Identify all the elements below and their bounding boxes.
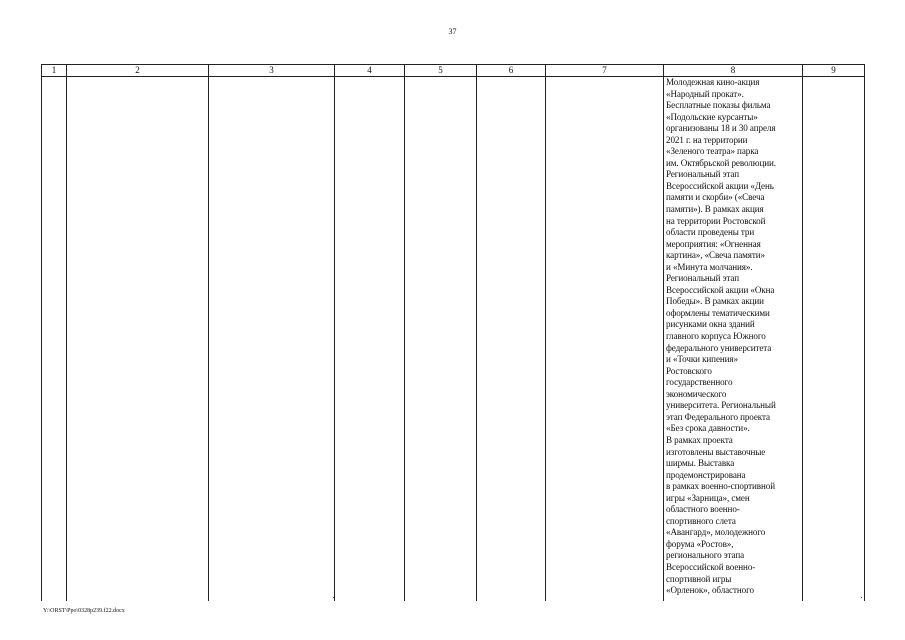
table-row (42, 77, 865, 602)
description-line: и «Минута молчания». (666, 261, 753, 272)
description-line: и «Точки кипения» (666, 354, 738, 365)
page-number: 37 (448, 27, 457, 36)
description-line: Всероссийской акции «Окна (666, 284, 775, 295)
description-line: Всероссийской военно- (666, 561, 756, 572)
description-line: изготовлены выставочные (666, 446, 766, 457)
description-line: федерального университета (666, 342, 772, 353)
footer-file-path: Y:\ORST\Ppo\0328p239.f22.docx (43, 608, 125, 614)
description-line: памяти»). В рамках акция (666, 204, 764, 215)
description-line: спортивного слета (666, 515, 736, 526)
description-line: «Авангард», молодежного (666, 527, 766, 538)
column-header-8: 8 (664, 65, 803, 77)
description-line: государственного (666, 377, 733, 388)
description-line: Победы». В рамках акции (666, 296, 764, 307)
description-line: мероприятия: «Огненная (666, 238, 761, 249)
table-cell-col6 (477, 77, 546, 602)
description-line: главного корпуса Южного (666, 331, 766, 342)
description-line: Региональный этап (666, 273, 739, 284)
description-line: картина», «Свеча памяти» (666, 250, 765, 261)
table-cell-col5 (405, 77, 477, 602)
column-header-1: 1 (42, 65, 67, 77)
page-mark (861, 597, 863, 599)
table-cell-col9 (803, 77, 865, 602)
table-cell-col3 (209, 77, 335, 602)
table-cell-col4 (335, 77, 405, 602)
description-line: «Зеленого театра» парка (666, 146, 759, 157)
events-description-cell (664, 77, 803, 602)
description-line: этап Федерального проекта (666, 411, 770, 422)
description-line: экономического (666, 388, 727, 399)
description-line: Ростовского (666, 365, 712, 376)
description-line: 2021 г. на территории (666, 134, 748, 145)
description-line: игры «Зарница», смен (666, 492, 750, 503)
column-header-2: 2 (67, 65, 209, 77)
description-line: Всероссийской акции «День (666, 180, 774, 191)
column-header-9: 9 (803, 65, 865, 77)
description-line: «Подольские курсанты» (666, 111, 758, 122)
description-line: ширмы. Выставка (666, 458, 735, 469)
table-cell-col2 (67, 77, 209, 602)
description-line: им. Октябрьской революции. (666, 157, 776, 168)
description-line: в рамках военно-спортивной (666, 481, 775, 492)
description-line: университета. Региональный (666, 400, 776, 411)
description-line: памяти и скорби» («Свеча (666, 192, 765, 203)
description-line: форума «Ростов», (666, 538, 734, 549)
column-header-4: 4 (335, 65, 405, 77)
description-line: Региональный этап (666, 169, 739, 180)
description-line: регионального этапа (666, 550, 745, 561)
description-line: спортивной игры (666, 573, 732, 584)
description-line: «Народный прокат». (666, 88, 744, 99)
description-line: области проведены три (666, 227, 755, 238)
description-line: продемонстрирована (666, 469, 746, 480)
description-line: рисунками окна зданий (666, 319, 755, 330)
description-line: «Без срока давности». (666, 423, 750, 434)
description-line: В рамках проекта (666, 434, 733, 445)
description-line: Молодежная кино-акция (666, 77, 760, 87)
data-table (41, 64, 865, 601)
table-cell-col7 (546, 77, 664, 602)
description-line: областного военно- (666, 504, 740, 515)
table-cell-col1 (42, 77, 67, 602)
description-line: оформлены тематическими (666, 307, 770, 318)
column-header-6: 6 (477, 65, 546, 77)
column-number-row (42, 65, 865, 77)
column-header-5: 5 (405, 65, 477, 77)
column-header-3: 3 (209, 65, 335, 77)
description-line: организованы 18 и 30 апреля (666, 123, 776, 134)
page-mark (333, 597, 335, 599)
column-header-7: 7 (546, 65, 664, 77)
description-line: на территории Ростовской (666, 215, 766, 226)
description-line: Бесплатные показы фильма (666, 100, 771, 111)
description-line: «Орленок», областного (666, 585, 754, 596)
